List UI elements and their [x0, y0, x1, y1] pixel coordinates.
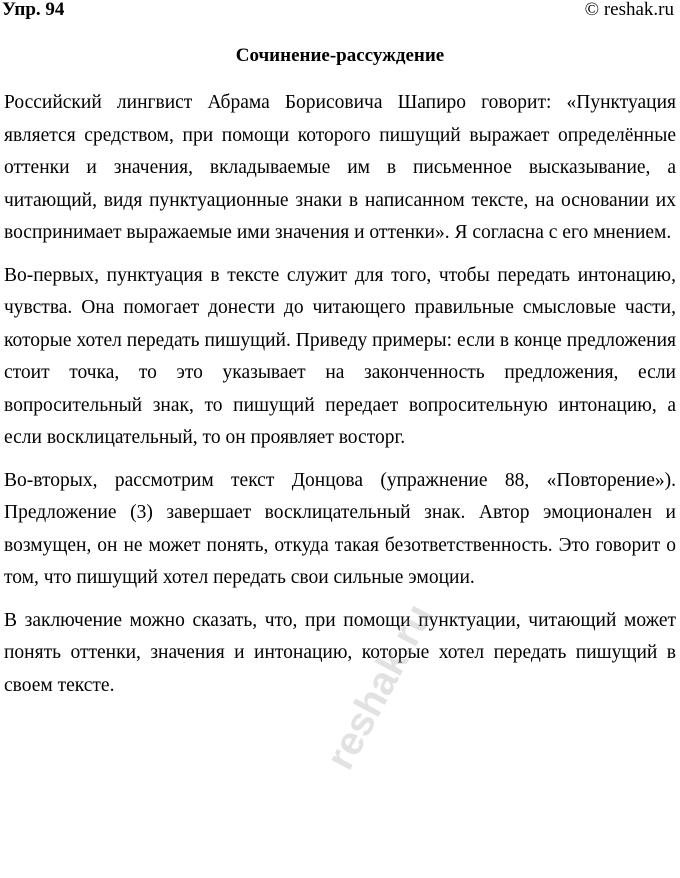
exercise-number: Упр. 94	[2, 0, 65, 20]
paragraph-second-argument: Во-вторых, рассмотрим текст Донцова (упражнение 88, «Повторение»). Предложение (3) завершает восклицательный знак. Автор эмоционален и возмущен, он не может понять, откуда такая безответственность. Это говорит о том, что пишущий хотел передать свои сильные эмоции.	[4, 469, 676, 588]
paragraph-first-argument: Во-первых, пунктуация в тексте служит для того, чтобы передать интонацию, чувства. Она помогает донести до читающего правильные смысловые части, которые хотел передать пишущий. Приведу примеры: если в конце предложения стоит точка, то это указывает на законченность предложения, если вопросительный знак, то пишущий передает вопросительную интонацию, а если восклицательный, то он проявляет восторг.	[4, 264, 676, 448]
paragraph-intro: Российский лингвист Абрама Борисовича Шапиро говорит: «Пунктуация является средством, при помощи которого пишущий выражает определённые оттенки и значения, вкладываемые им в письменное высказывание, а читающий, видя пунктуационные знаки в написанном тексте, на основании их воспринимает выражаемые ими значения и оттенки». Я согласна с его мнением.	[4, 92, 676, 243]
essay-title: Сочинение-рассуждение	[235, 45, 445, 66]
watermark-logo: reshak.ru	[318, 596, 442, 777]
essay-body	[4, 87, 676, 712]
source-credit: © reshak.ru	[584, 0, 674, 20]
page-header	[2, 0, 674, 26]
paragraph-conclusion: В заключение можно сказать, что, при помощи пунктуации, читающий может понять оттенки, значения и интонацию, которые хотел передать пишущий в своем тексте.	[4, 609, 676, 696]
